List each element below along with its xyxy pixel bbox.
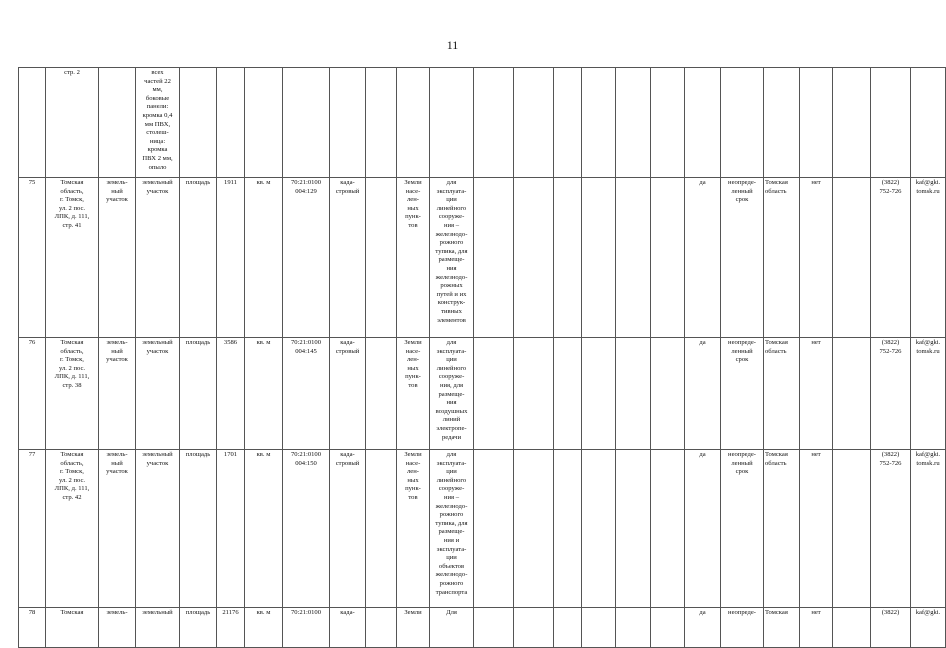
cell-object-type: земель- ный участок (99, 450, 136, 608)
cell-object-name: земельный участок (136, 338, 180, 450)
cell-object-type: земель- ный участок (99, 338, 136, 450)
cell-permitted-use: Для (430, 608, 474, 648)
cell-region: Томская область (764, 178, 800, 338)
cell-object-name: земельный участок (136, 178, 180, 338)
page-number: 11 (446, 38, 459, 52)
cell-number-type: када- (330, 608, 366, 648)
cell-object-type: земель- ный участок (99, 178, 136, 338)
cell-value: 1701 (217, 450, 245, 608)
cell-region: Томская область (764, 338, 800, 450)
cell-number-type: када- стровый (330, 338, 366, 450)
cell-num (19, 68, 46, 178)
cell-no: нет (800, 450, 833, 608)
table-row (19, 608, 946, 648)
cell-phone: (3822) 752-726 (871, 338, 911, 450)
cell-flag: да (685, 178, 721, 338)
cell-category: Земли насе- лен- ных пунк- тов (397, 178, 430, 338)
table-row-continued (19, 68, 946, 178)
cell-no: нет (800, 608, 833, 648)
cell-unit: кв. м (245, 338, 283, 450)
cell-unit: кв. м (245, 450, 283, 608)
cell-term: неопреде- (721, 608, 764, 648)
cell-flag: да (685, 338, 721, 450)
cell-term: неопреде- ленный срок (721, 178, 764, 338)
cell-cadastral-number: 70:21:0100 004:145 (283, 338, 330, 450)
table-row (19, 178, 946, 338)
cell-email: kaf@gki. tomsk.ru (911, 178, 946, 338)
cell-value: 3586 (217, 338, 245, 450)
cell-cadastral-number: 70:21:0100 004:150 (283, 450, 330, 608)
cell-address: Томская область, г. Томск, ул. 2 пос. ЛПК, д. 111, стр. 41 (46, 178, 99, 338)
cell-value: 1911 (217, 178, 245, 338)
cell-number-type: када- стровый (330, 178, 366, 338)
cell-param: площадь (180, 608, 217, 648)
cell-phone: (3822) 752-726 (871, 450, 911, 608)
cell-permitted-use: для эксплуата- ции линейного сооруже- ния – железнодо- рожного тупика, для размеще- ния железнодо- рожных путей и их конструк- тивных элементов (430, 178, 474, 338)
cell-category: Земли (397, 608, 430, 648)
cell-number-type: када- стровый (330, 450, 366, 608)
cell-region: Томская область (764, 450, 800, 608)
cell-address: стр. 2 (46, 68, 99, 178)
cell-email: kaf@gki. tomsk.ru (911, 450, 946, 608)
cell-num: 76 (19, 338, 46, 450)
cell-flag: да (685, 608, 721, 648)
cell-param: площадь (180, 178, 217, 338)
cell-category: Земли насе- лен- ных пунк- тов (397, 338, 430, 450)
cell-permitted-use: для эксплуата- ции линейного сооруже- ния, для размеще- ния воздушных линий электропе- редачи (430, 338, 474, 450)
table-row (19, 450, 946, 608)
cell-num: 77 (19, 450, 46, 608)
cell-unit: кв. м (245, 608, 283, 648)
cell-permitted-use: для эксплуата- ции линейного сооруже- ния – железнодо- рожного тупика, для размеще- ния и эксплуата- ции объектов железнодо- рожного транспорта (430, 450, 474, 608)
cell-region: Томская (764, 608, 800, 648)
cell-category: Земли насе- лен- ных пунк- тов (397, 450, 430, 608)
cell-cadastral-number: 70:21:0100 (283, 608, 330, 648)
cell-num: 78 (19, 608, 46, 648)
cell-address: Томская область, г. Томск, ул. 2 пос. ЛПК, д. 111, стр. 38 (46, 338, 99, 450)
cell-flag: да (685, 450, 721, 608)
cell-num: 75 (19, 178, 46, 338)
cell-no: нет (800, 178, 833, 338)
cell-cadastral-number: 70:21:0100 004:129 (283, 178, 330, 338)
cell-value: 21176 (217, 608, 245, 648)
cell-object-name: земельный (136, 608, 180, 648)
cell-unit: кв. м (245, 178, 283, 338)
cell-no: нет (800, 338, 833, 450)
cell-description: всех частей 22 мм, боковые панели: кромка 0,4 мм ПВХ, столеш- ница: кромка ПВХ 2 мм, опыло (136, 68, 180, 178)
cell-email: kaf@gki. (911, 608, 946, 648)
registry-table (18, 67, 946, 648)
cell-phone: (3822) (871, 608, 911, 648)
cell-address: Томская (46, 608, 99, 648)
cell-term: неопреде- ленный срок (721, 338, 764, 450)
cell-object-name: земельный участок (136, 450, 180, 608)
cell-address: Томская область, г. Томск, ул. 2 пос. ЛПК, д. 111, стр. 42 (46, 450, 99, 608)
table-row (19, 338, 946, 450)
cell-email: kaf@gki. tomsk.ru (911, 338, 946, 450)
cell-term: неопреде- ленный срок (721, 450, 764, 608)
cell-object-type: земель- (99, 608, 136, 648)
cell-param: площадь (180, 338, 217, 450)
cell-param: площадь (180, 450, 217, 608)
cell-phone: (3822) 752-726 (871, 178, 911, 338)
